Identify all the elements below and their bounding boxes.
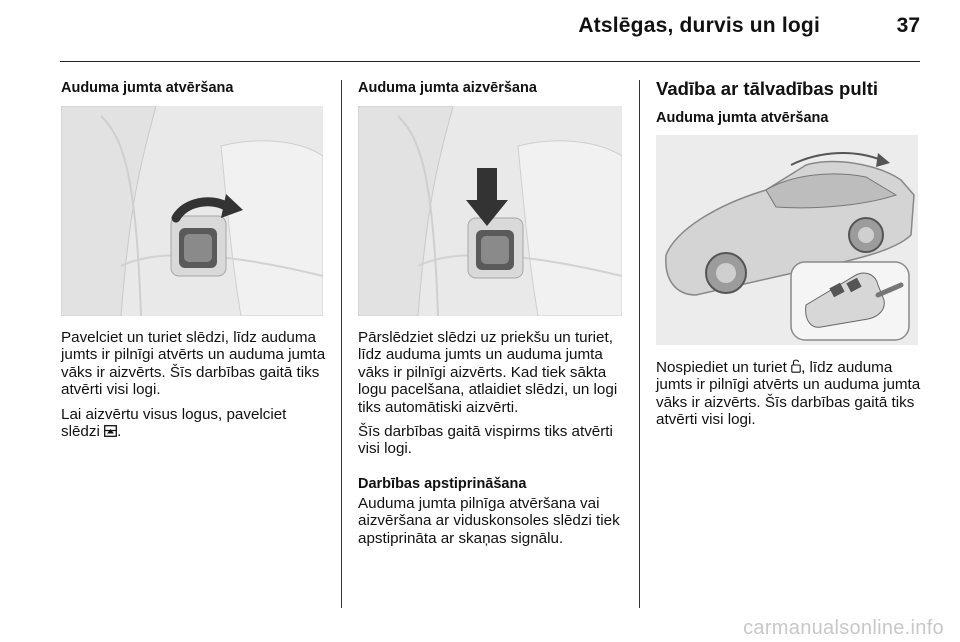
col2-paragraph-3: Auduma jumta pilnīga atvēršana vai aizvēršana ar viduskonsoles slēdzi tiek apstiprināta ar skaņas signālu. — [358, 494, 620, 547]
section-heading-open-roof: Auduma jumta atvēršana — [61, 80, 234, 96]
figure-console-switch-pull — [61, 106, 323, 316]
window-switch-icon — [104, 423, 117, 440]
figure-console-switch-push — [358, 106, 622, 316]
col3-paragraph-1 — [656, 358, 926, 429]
column-divider-2 — [639, 80, 640, 608]
column-2 — [358, 78, 626, 547]
section-heading-remote-control: Vadība ar tālvadības pulti — [656, 78, 879, 99]
col1-paragraph-2-end: . — [117, 423, 122, 441]
section-heading-close-roof: Auduma jumta aizvēršana — [358, 80, 537, 96]
figure-car-and-key — [656, 135, 918, 345]
page-header-title: Atslēgas, durvis un logi — [578, 14, 820, 37]
col2-paragraph-1: Pārslēdziet slēdzi uz priekšu un turiet, līdz auduma jumts un auduma jumta vāks ir pilnīgi aizvērts. Kad tiek sākta logu pacelšana, atlaidiet slēdzi, un logi tiks automātiski aizvērti. — [358, 329, 618, 416]
column-1 — [61, 78, 327, 440]
col1-paragraph-1: Pavelciet un turiet slēdzi, līdz auduma jumts ir pilnīgi atvērts un auduma jumta vāks ir aizvērts. Šīs darbības gaitā tiks atvērti visi logi. — [61, 329, 326, 399]
col1-paragraph-2 — [61, 406, 327, 441]
col3-paragraph-1-start: Nospiediet un turiet — [656, 359, 787, 376]
col3-paragraph-1-end: , līdz auduma jumts ir pilnīgi atvērts un auduma jumta vāks ir aizvērts. Šīs darbības gaitā tiks atvērti visi logi. — [656, 359, 921, 429]
watermark: carmanualsonline.info — [743, 617, 944, 639]
column-divider-1 — [341, 80, 342, 608]
col2-paragraph-2: Šīs darbības gaitā vispirms tiks atvērti visi logi. — [358, 423, 613, 458]
col1-paragraph-2-text: Lai aizvērtu visus logus, pavelciet slēdzi — [61, 405, 287, 441]
header-rule — [60, 61, 920, 62]
subheading-confirmation: Darbības apstiprināšana — [358, 475, 527, 492]
column-3 — [656, 78, 926, 429]
unlock-icon — [791, 359, 801, 376]
page-number: 37 — [896, 14, 920, 37]
subheading-open-roof-remote: Auduma jumta atvēršana — [656, 110, 829, 126]
